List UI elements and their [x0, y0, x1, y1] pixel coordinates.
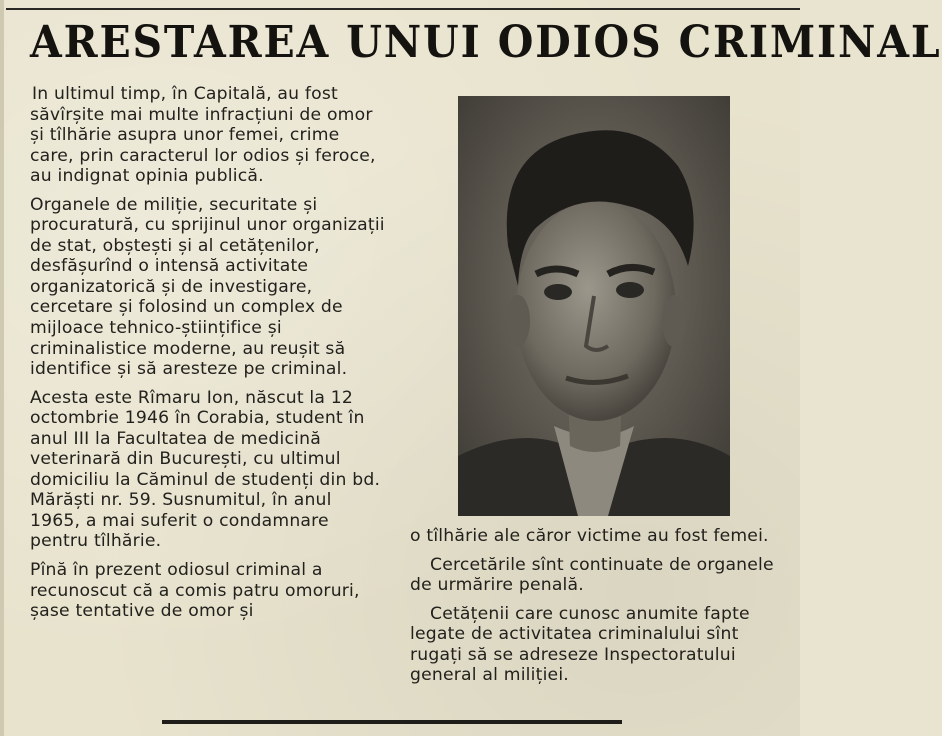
article-paragraph: Organele de miliție, securitate și procuratură, cu sprijinul unor organizații de stat, obștești și al cetățenilor, desfășurînd o intensă activitate organizatorică și de investigare, cercetare și folosind un complex de mijloace tehnico-științifice și criminalistice moderne, au reușit să identifice și să aresteze pe criminal. — [30, 194, 385, 380]
headline: ARESTAREA UNUI ODIOS CRIMINAL — [30, 17, 942, 68]
article-paragraph: Acesta este Rîmaru Ion, născut la 12 octombrie 1946 în Corabia, student în anul III la Facultatea de medicină veterinară din București, cu ultimul domiciliu la Căminul de studenți din bd. Mărăști nr. 59. Susnumitul, în anul 1965, a mai suferit o condamnare pentru tîlhărie. — [30, 387, 381, 552]
article-paragraph: Cercetările sînt continuate de organele de urmărire penală. — [410, 554, 774, 596]
suspect-photo — [458, 96, 730, 516]
article-paragraph: In ultimul timp, în Capitală, au fost săvîrșite mai multe infracțiuni de omor și tîlhărie asupra unor femei, crime care, prin caracterul lor odios și feroce, au indignat opinia publică. — [30, 84, 376, 187]
article-paragraph: Cetățenii care cunosc anumite fapte legate de activitatea criminalului sînt rugați să se adreseze Inspectoratului general al miliției. — [410, 603, 750, 686]
bottom-rule — [162, 720, 622, 724]
article-paragraph: Pînă în prezent odiosul criminal a recunoscut că a comis patru omoruri, șase tentative de omor și — [30, 560, 360, 622]
right-column — [410, 526, 778, 686]
article-paragraph: o tîlhărie ale căror victime au fost femei. — [410, 526, 769, 546]
left-column — [30, 84, 385, 622]
top-rule — [6, 8, 800, 10]
page-edge — [0, 0, 4, 736]
